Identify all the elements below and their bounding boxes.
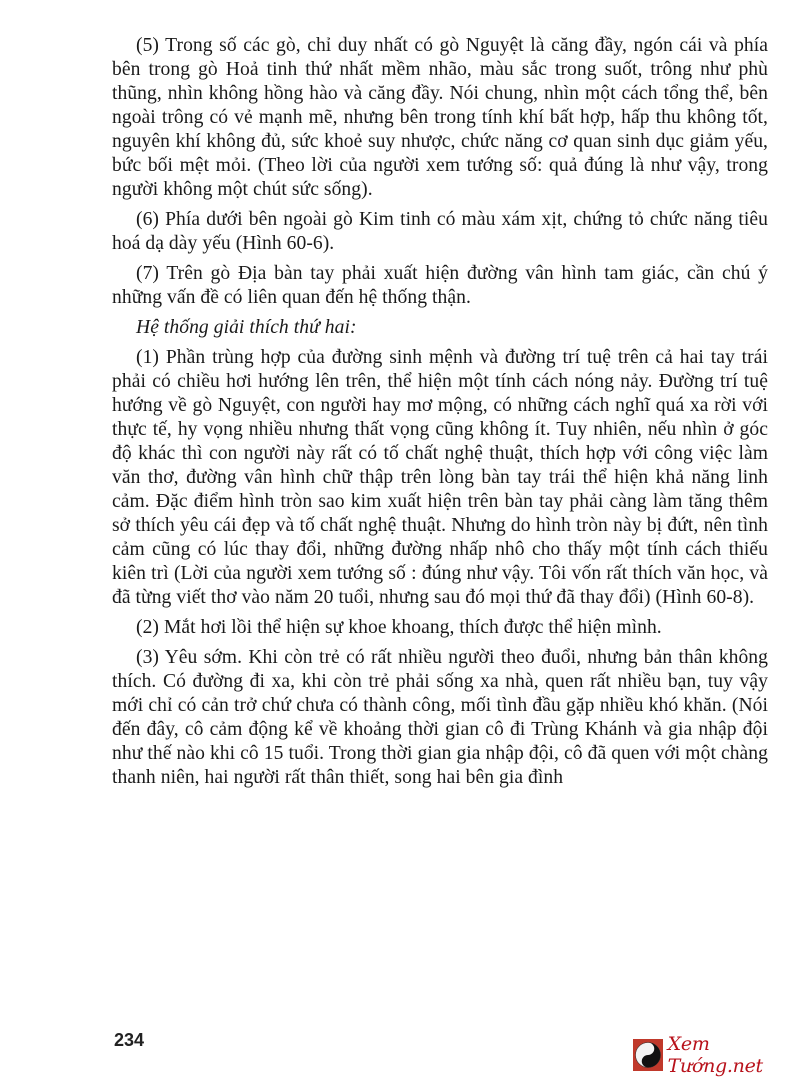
paragraph-item-2: (2) Mắt hơi lồi thể hiện sự khoe khoang, thích được thể hiện mình.: [136, 617, 662, 638]
paragraph-item-3: (3) Yêu sớm. Khi còn trẻ có rất nhiều người theo đuổi, nhưng bản thân không thích. Có đường đi xa, khi còn trẻ phải sống xa nhà, quen rất nhiều bạn, tuy vậy mới chỉ có cản trở chứ chưa có thành công, mối tình đầu gặp nhiều khó khăn. (Nói đến đây, cô cảm động kể về khoảng thời gian cô đi Trùng Khánh và gia nhập đội như thế nào khi cô 15 tuổi. Trong thời gian gia nhập đội, cô đã quen với một chàng thanh niên, hai người rất thân thiết, song hai bên gia đình: [112, 647, 768, 788]
page-number: 234: [114, 1030, 145, 1050]
paragraph-item-1: (1) Phần trùng hợp của đường sinh mệnh và đường trí tuệ trên cả hai tay trái phải có chiều hơi hướng lên trên, thể hiện một tính cách nóng nảy. Đường trí tuệ hướng về gò Nguyệt, con người hay mơ mộng, có những cách nghĩ quá xa rời với thực tế, hy vọng nhiều nhưng thất vọng cũng không ít. Tuy nhiên, nếu nhìn ở góc độ khác thì con người này rất có tố chất nghệ thuật, thích hợp với công việc làm văn thơ, đường vân hình chữ thập trên lòng bàn tay trái thể hiện khả năng linh cảm. Đặc điểm hình tròn sao kim xuất hiện trên bàn tay phải càng làm tăng thêm sở thích yêu cái đẹp và tố chất nghệ thuật. Nhưng do hình tròn này bị đứt, nên tình cảm cũng có lúc thay đổi, những đường nhấp nhô cho thấy một tính cách thiếu kiên trì (Lời của người xem tướng số : đúng như vậy. Tôi vốn rất thích văn học, và đã từng viết thơ vào năm 20 tuổi, nhưng sau đó mọi thứ đã thay đổi) (Hình 60-8).: [112, 347, 768, 608]
section-heading: Hệ thống giải thích thứ hai:: [136, 317, 357, 338]
paragraph-item-7: (7) Trên gò Địa bàn tay phải xuất hiện đường vân hình tam giác, cần chú ý những vấn đề có liên quan đến hệ thống thận.: [112, 263, 768, 308]
watermark-text: Xem Tướng.net: [667, 1033, 763, 1077]
page-body: [112, 34, 768, 796]
paragraph-item-6: (6) Phía dưới bên ngoài gò Kim tinh có màu xám xịt, chứng tỏ chức năng tiêu hoá dạ dày yếu (Hình 60-6).: [112, 209, 768, 254]
yin-yang-icon: [633, 1039, 663, 1071]
watermark-logo: [633, 1033, 800, 1077]
paragraph-item-5: (5) Trong số các gò, chỉ duy nhất có gò Nguyệt là căng đầy, ngón cái và phía bên trong gò Hoả tinh thứ nhất mềm nhão, màu sắc trong suốt, trông như phù thũng, nhìn không hồng hào và căng đầy. Nói chung, nhìn một cách tổng thể, bên ngoài trông có vẻ mạnh mẽ, nhưng bên trong tính khí bất hợp, hấp thu không tốt, nguyên khí không đủ, sức khoẻ suy nhược, chức năng cơ quan sinh dục giảm yếu, bức bối mệt mỏi. (Theo lời của người xem tướng số: quả đúng là như vậy, trong người không một chút sức sống).: [112, 35, 768, 200]
